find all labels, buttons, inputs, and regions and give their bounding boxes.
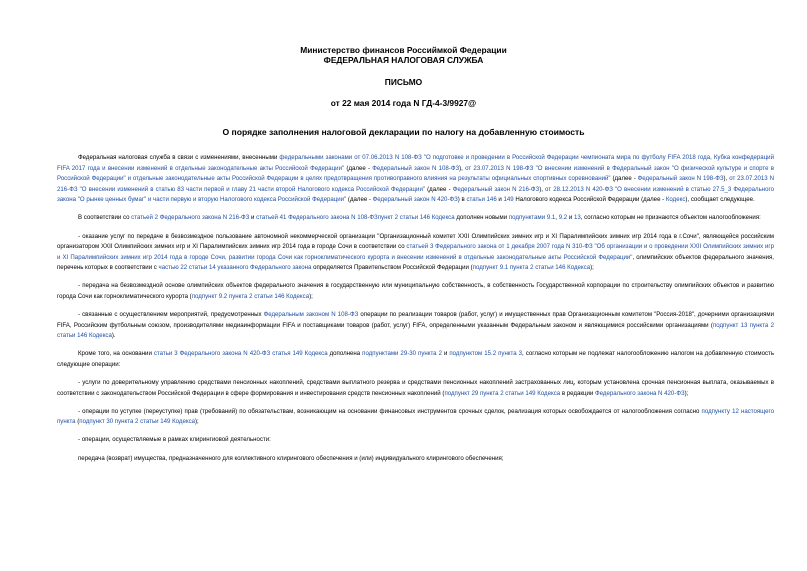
text: и [567, 214, 574, 222]
text: ), [459, 164, 466, 172]
law-link[interactable]: 13 [573, 214, 581, 222]
text: - операции, осуществляемые в рамках клирингиовой деятельности: [78, 436, 271, 444]
paragraph-art149 [57, 349, 774, 370]
text: ); [590, 264, 594, 272]
text: Налогового кодекса Российской Федерации (далее - [513, 196, 666, 204]
paragraph-item-9-1 [57, 232, 774, 274]
ministry-name: Министерство финансов Российмкой Федерации [300, 45, 507, 55]
law-link[interactable]: федеральными законами от 07.06.2013 N 108-ФЗ "О подготовке и проведении в Российской Федерации чемпионата мира по футболу FIFA 2018 года, Кубка конфедераций FIFA 2017 года и внесении изменений в отдельные законодательные акты Российской Федерации" [57, 154, 774, 172]
text: и [441, 350, 450, 358]
law-link[interactable]: подпунктами 29-30 пункта 2 [362, 350, 442, 358]
law-link[interactable]: подпунктами 9.1 [508, 214, 556, 222]
text: ); [684, 389, 689, 397]
text: ) в [457, 196, 467, 204]
text: дополнена [327, 350, 363, 358]
text: определяется Правительством Российской Федерации ( [311, 264, 473, 272]
law-link[interactable]: Федеральным законом N 108-ФЗ [263, 311, 359, 319]
law-link[interactable]: от 23.07.2013 N 216-ФЗ "О внесении изменений в статью 83 части первой и главу 21 части второй Налогового кодекса Российской Федерации" [57, 175, 774, 193]
law-link[interactable]: Федеральный закон N 198-ФЗ [637, 175, 724, 183]
text: дополнен новыми [454, 214, 509, 222]
text: - связанные с осуществлением мероприятий, предусмотренных [78, 311, 264, 319]
text: передача (возврат) имущества, предназначенного для коллективного клирингового обеспечения и (или) индивидуального клирингового обеспечения; [78, 454, 504, 462]
law-link[interactable]: пункт 2 статьи 146 Кодекса [377, 214, 455, 222]
text: ), сообщает следующее. [685, 196, 755, 204]
law-link[interactable]: от 28.12.2013 N 420-ФЗ "О внесении изменений в статью 27.5_3 Федерального закона "О рынке ценных бумаг" и части первую и вторую Налогового кодекса Российской Федерации" [57, 185, 774, 204]
text: , олимпийских объектов федерального значения, перечень которых в соответствии с [57, 253, 775, 272]
law-link[interactable]: от 23.07.2013 N 198-ФЗ "О внесении изменений в Федеральный закон "О физической культуре и спорте в Российской Федерации" и отдельные законодательные акты Российской Федерации в целях предотвращения противоправного влияния на результаты официальных спортивных соревнований" [57, 164, 774, 183]
text: (далее - [344, 164, 373, 172]
text: (далее - [346, 196, 373, 204]
law-link[interactable]: 149 [503, 196, 514, 204]
law-link[interactable]: статьей 2 Федерального закона N 216-ФЗ [131, 214, 250, 222]
law-link[interactable]: Федеральный закон N 108-ФЗ [372, 164, 460, 172]
law-link[interactable]: статьей 3 Федерального закона от 1 декабря 2007 года N 310-ФЗ "Об организации и о проведении XXII Олимпийских зимних игр и XI Паралимпийских зимних игр 2014 года в городе Сочи, развитии города Сочи как горноклиматического курорта и внесении изменений в отдельные законодательные акты Российской Федерации" [57, 243, 775, 261]
law-link[interactable]: Федеральный закон N 216-ФЗ [452, 185, 540, 193]
paragraph-intro [57, 153, 774, 206]
paragraph-clearing [57, 435, 774, 446]
text: ). [111, 332, 116, 340]
law-link[interactable]: статьей 41 Федерального закона N 108-ФЗ [256, 214, 378, 222]
law-link[interactable]: подпункт 9.2 пункта 2 статьи 146 Кодекса [191, 293, 310, 301]
law-link[interactable]: подпункту 12 настоящего пункта [57, 407, 774, 426]
law-link[interactable]: статьи 3 Федерального закона N 420-ФЗ [153, 350, 271, 358]
paragraph-transfer [57, 454, 774, 465]
law-link[interactable]: статьи 146 [466, 196, 497, 204]
text: , [555, 214, 559, 222]
law-link[interactable]: подпункт 30 пункта 2 статьи 149 Кодекса [79, 418, 196, 426]
document-subject: О порядке заполнения налоговой декларации по налогу на добавленную стоимость [222, 127, 585, 137]
paragraph-art146 [57, 213, 774, 224]
law-link[interactable]: Федерального закона N 420-ФЗ [595, 389, 685, 397]
document-body [57, 153, 774, 472]
law-link[interactable]: подпункт 29 пункта 2 статьи 149 Кодекса [444, 389, 561, 397]
paragraph-item-9-2 [57, 281, 774, 302]
text: Кроме того, на основании [78, 350, 154, 358]
text: , согласно которым не подлежат налогообложению налогом на добавленную стоимость следующие операции: [57, 350, 775, 368]
law-link[interactable]: статья 149 Кодекса [272, 350, 328, 358]
service-name: ФЕДЕРАЛЬНАЯ НАЛОГОВАЯ СЛУЖБА [323, 55, 484, 65]
paragraph-item-30 [57, 407, 774, 428]
text: - оказание услуг по передаче в безвозмездное пользование автономной некоммерческой организации "Организационный комитет XXII Олимпийских зимних игр и XI Паралимпийских зимних игр 2014 года в г.Сочи", являющейся российским организатором XXII Олимпийских зимних игр и XI Паралимпийских зимних игр 2014 года в городе Сочи в соответствии со [57, 232, 774, 251]
text: и [249, 214, 257, 222]
text: (далее - [610, 175, 638, 183]
law-link[interactable]: подпунктом 15.2 пункта 3 [449, 350, 523, 358]
document-type: ПИСЬМО [384, 77, 423, 87]
law-link[interactable]: Федеральный закон N 420-ФЗ [372, 196, 458, 204]
text: операции по реализации товаров (работ, услуг) и имущественных прав Организационным комитетом "Россия-2018", дочерними организациями FIFA, Российским футбольным союзом, производителями медиаинформации FIFA и поставщиками товаров (работ, услуг) FIFA, определенными указанным Федеральным законом и являющимися российскими организациями ( [57, 311, 774, 329]
text: В соответствии со [78, 214, 132, 222]
text: , согласно которым не признаются объектом налогообложения: [580, 214, 761, 222]
text: ( [75, 418, 80, 426]
paragraph-item-13 [57, 310, 774, 342]
text: ), [723, 175, 730, 183]
law-link[interactable]: подпункт 13 пункта 2 статьи 146 Кодекса [57, 321, 774, 340]
law-link[interactable]: частью 22 статьи 14 указанного Федерального закона [158, 264, 312, 272]
text: и [496, 196, 504, 204]
law-link[interactable]: подпункт 9.1 пункта 2 статьи 146 Кодекса [472, 264, 591, 272]
paragraph-item-29 [57, 378, 774, 399]
text: ); [309, 293, 313, 301]
text: - операции по уступке (переуступке) прав (требований) по обязательствам, возникающим на основании финансовых инструментов срочных сделок, реализация которых освобождается от налогообложения согласно [78, 407, 702, 415]
text: (далее - [425, 185, 453, 193]
law-link[interactable]: 9.2 [558, 214, 568, 222]
text: ); [195, 418, 199, 426]
text: - передача на безвозмездной основе олимпийских объектов федерального значения в государственную или муниципальную собственность, в собственность Государственной корпорации по строительству олимпийских объектов и развитию города Сочи как горноклиматического курорта ( [57, 282, 774, 301]
text: - услуги по доверительному управлению средствами пенсионных накоплений, средствами выплатного резерва и средствами пенсионных накоплений застрахованных лиц, которым установлена срочная пенсионная выплата, оказываемых в соответствии с законодательством Российской Федерации в сфере формирования и инвестирования средств пенсионных накоплений ( [57, 379, 774, 397]
document-date-number: от 22 мая 2014 года N ГД-4-3/9927@ [330, 98, 477, 108]
text: Федеральная налоговая служба в связи с изменениями, внесенными [78, 154, 280, 161]
law-link[interactable]: Кодекс [665, 196, 686, 204]
text: ), [539, 185, 546, 193]
text: в редакции [560, 389, 596, 397]
